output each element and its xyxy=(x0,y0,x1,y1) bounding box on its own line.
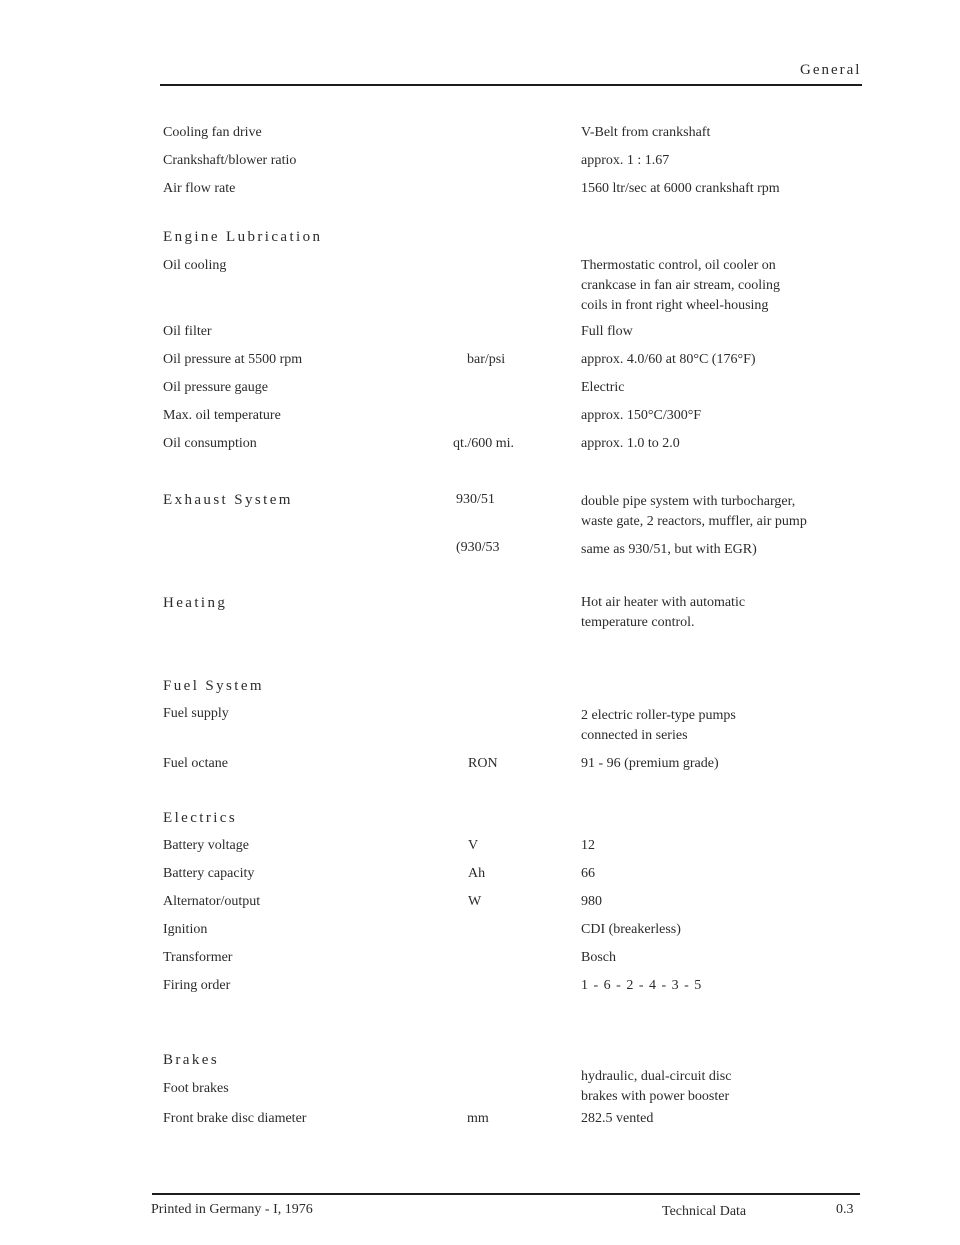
section-heading: Exhaust System xyxy=(163,492,293,508)
spec-value: approx. 1.0 to 2.0 xyxy=(581,436,680,451)
spec-value: hydraulic, dual-circuit disc xyxy=(581,1069,732,1084)
section-heading: Fuel System xyxy=(163,678,264,694)
section-heading: Engine Lubrication xyxy=(163,229,323,245)
spec-value: brakes with power booster xyxy=(581,1089,730,1104)
page-header-title: General xyxy=(800,62,862,78)
spec-unit: W xyxy=(468,894,482,909)
spec-label: Fuel octane xyxy=(163,756,228,771)
spec-label: Oil filter xyxy=(163,324,212,339)
spec-label: Battery capacity xyxy=(163,866,255,881)
section-heading: Electrics xyxy=(163,810,238,826)
spec-value: Thermostatic control, oil cooler on xyxy=(581,258,776,273)
spec-unit: RON xyxy=(468,756,498,771)
spec-value: Bosch xyxy=(581,950,616,965)
spec-value: approx. 1 : 1.67 xyxy=(581,153,670,168)
spec-label: Air flow rate xyxy=(163,181,236,196)
spec-label: Firing order xyxy=(163,978,231,993)
spec-unit: (930/53 xyxy=(456,540,500,555)
spec-label: Max. oil temperature xyxy=(163,408,281,423)
spec-value: same as 930/51, but with EGR) xyxy=(581,542,757,557)
spec-label: Ignition xyxy=(163,922,208,937)
footer-section-title: Technical Data xyxy=(662,1204,747,1219)
spec-unit: bar/psi xyxy=(467,352,506,367)
spec-value: 12 xyxy=(581,838,595,853)
spec-value: 282.5 vented xyxy=(581,1111,654,1126)
spec-value: CDI (breakerless) xyxy=(581,922,681,937)
page-number: 0.3 xyxy=(836,1202,854,1217)
spec-value: crankcase in fan air stream, cooling xyxy=(581,278,781,293)
spec-label: Oil pressure at 5500 rpm xyxy=(163,352,303,367)
header-rule xyxy=(160,84,862,86)
spec-label: Cooling fan drive xyxy=(163,125,262,140)
section-heading: Heating xyxy=(163,595,228,611)
spec-value: Full flow xyxy=(581,324,633,339)
spec-label: Oil cooling xyxy=(163,258,227,273)
spec-label: Foot brakes xyxy=(163,1081,229,1096)
spec-label: Front brake disc diameter xyxy=(163,1111,307,1126)
spec-value: 66 xyxy=(581,866,595,881)
spec-unit: mm xyxy=(467,1111,489,1126)
spec-label: Transformer xyxy=(163,950,233,965)
spec-label: Crankshaft/blower ratio xyxy=(163,153,297,168)
spec-value: 2 electric roller-type pumps xyxy=(581,708,736,723)
spec-value: 1 - 6 - 2 - 4 - 3 - 5 xyxy=(581,978,703,993)
spec-label: Oil pressure gauge xyxy=(163,380,268,395)
spec-value: connected in series xyxy=(581,728,688,743)
spec-value: coils in front right wheel-housing xyxy=(581,298,769,313)
footer-print-info: Printed in Germany - I, 1976 xyxy=(151,1202,313,1217)
spec-label: Battery voltage xyxy=(163,838,249,853)
spec-value: temperature control. xyxy=(581,615,695,630)
spec-unit: V xyxy=(468,838,479,853)
spec-unit: Ah xyxy=(468,866,486,881)
spec-unit: 930/51 xyxy=(456,492,495,507)
spec-value: 91 - 96 (premium grade) xyxy=(581,756,719,771)
spec-label: Alternator/output xyxy=(163,894,261,909)
spec-value: 980 xyxy=(581,894,602,909)
spec-value: Electric xyxy=(581,380,625,395)
section-heading: Brakes xyxy=(163,1052,220,1068)
spec-value: double pipe system with turbocharger, xyxy=(581,494,796,509)
spec-value: Hot air heater with automatic xyxy=(581,595,746,610)
spec-label: Fuel supply xyxy=(163,706,229,721)
footer-rule xyxy=(152,1193,860,1195)
spec-unit: qt./600 mi. xyxy=(453,436,515,451)
spec-value: 1560 ltr/sec at 6000 crankshaft rpm xyxy=(581,181,780,196)
spec-value: V-Belt from crankshaft xyxy=(581,125,711,140)
spec-value: waste gate, 2 reactors, muffler, air pump xyxy=(581,514,807,529)
spec-value: approx. 150°C/300°F xyxy=(581,408,702,423)
spec-label: Oil consumption xyxy=(163,436,257,451)
spec-value: approx. 4.0/60 at 80°C (176°F) xyxy=(581,352,756,367)
